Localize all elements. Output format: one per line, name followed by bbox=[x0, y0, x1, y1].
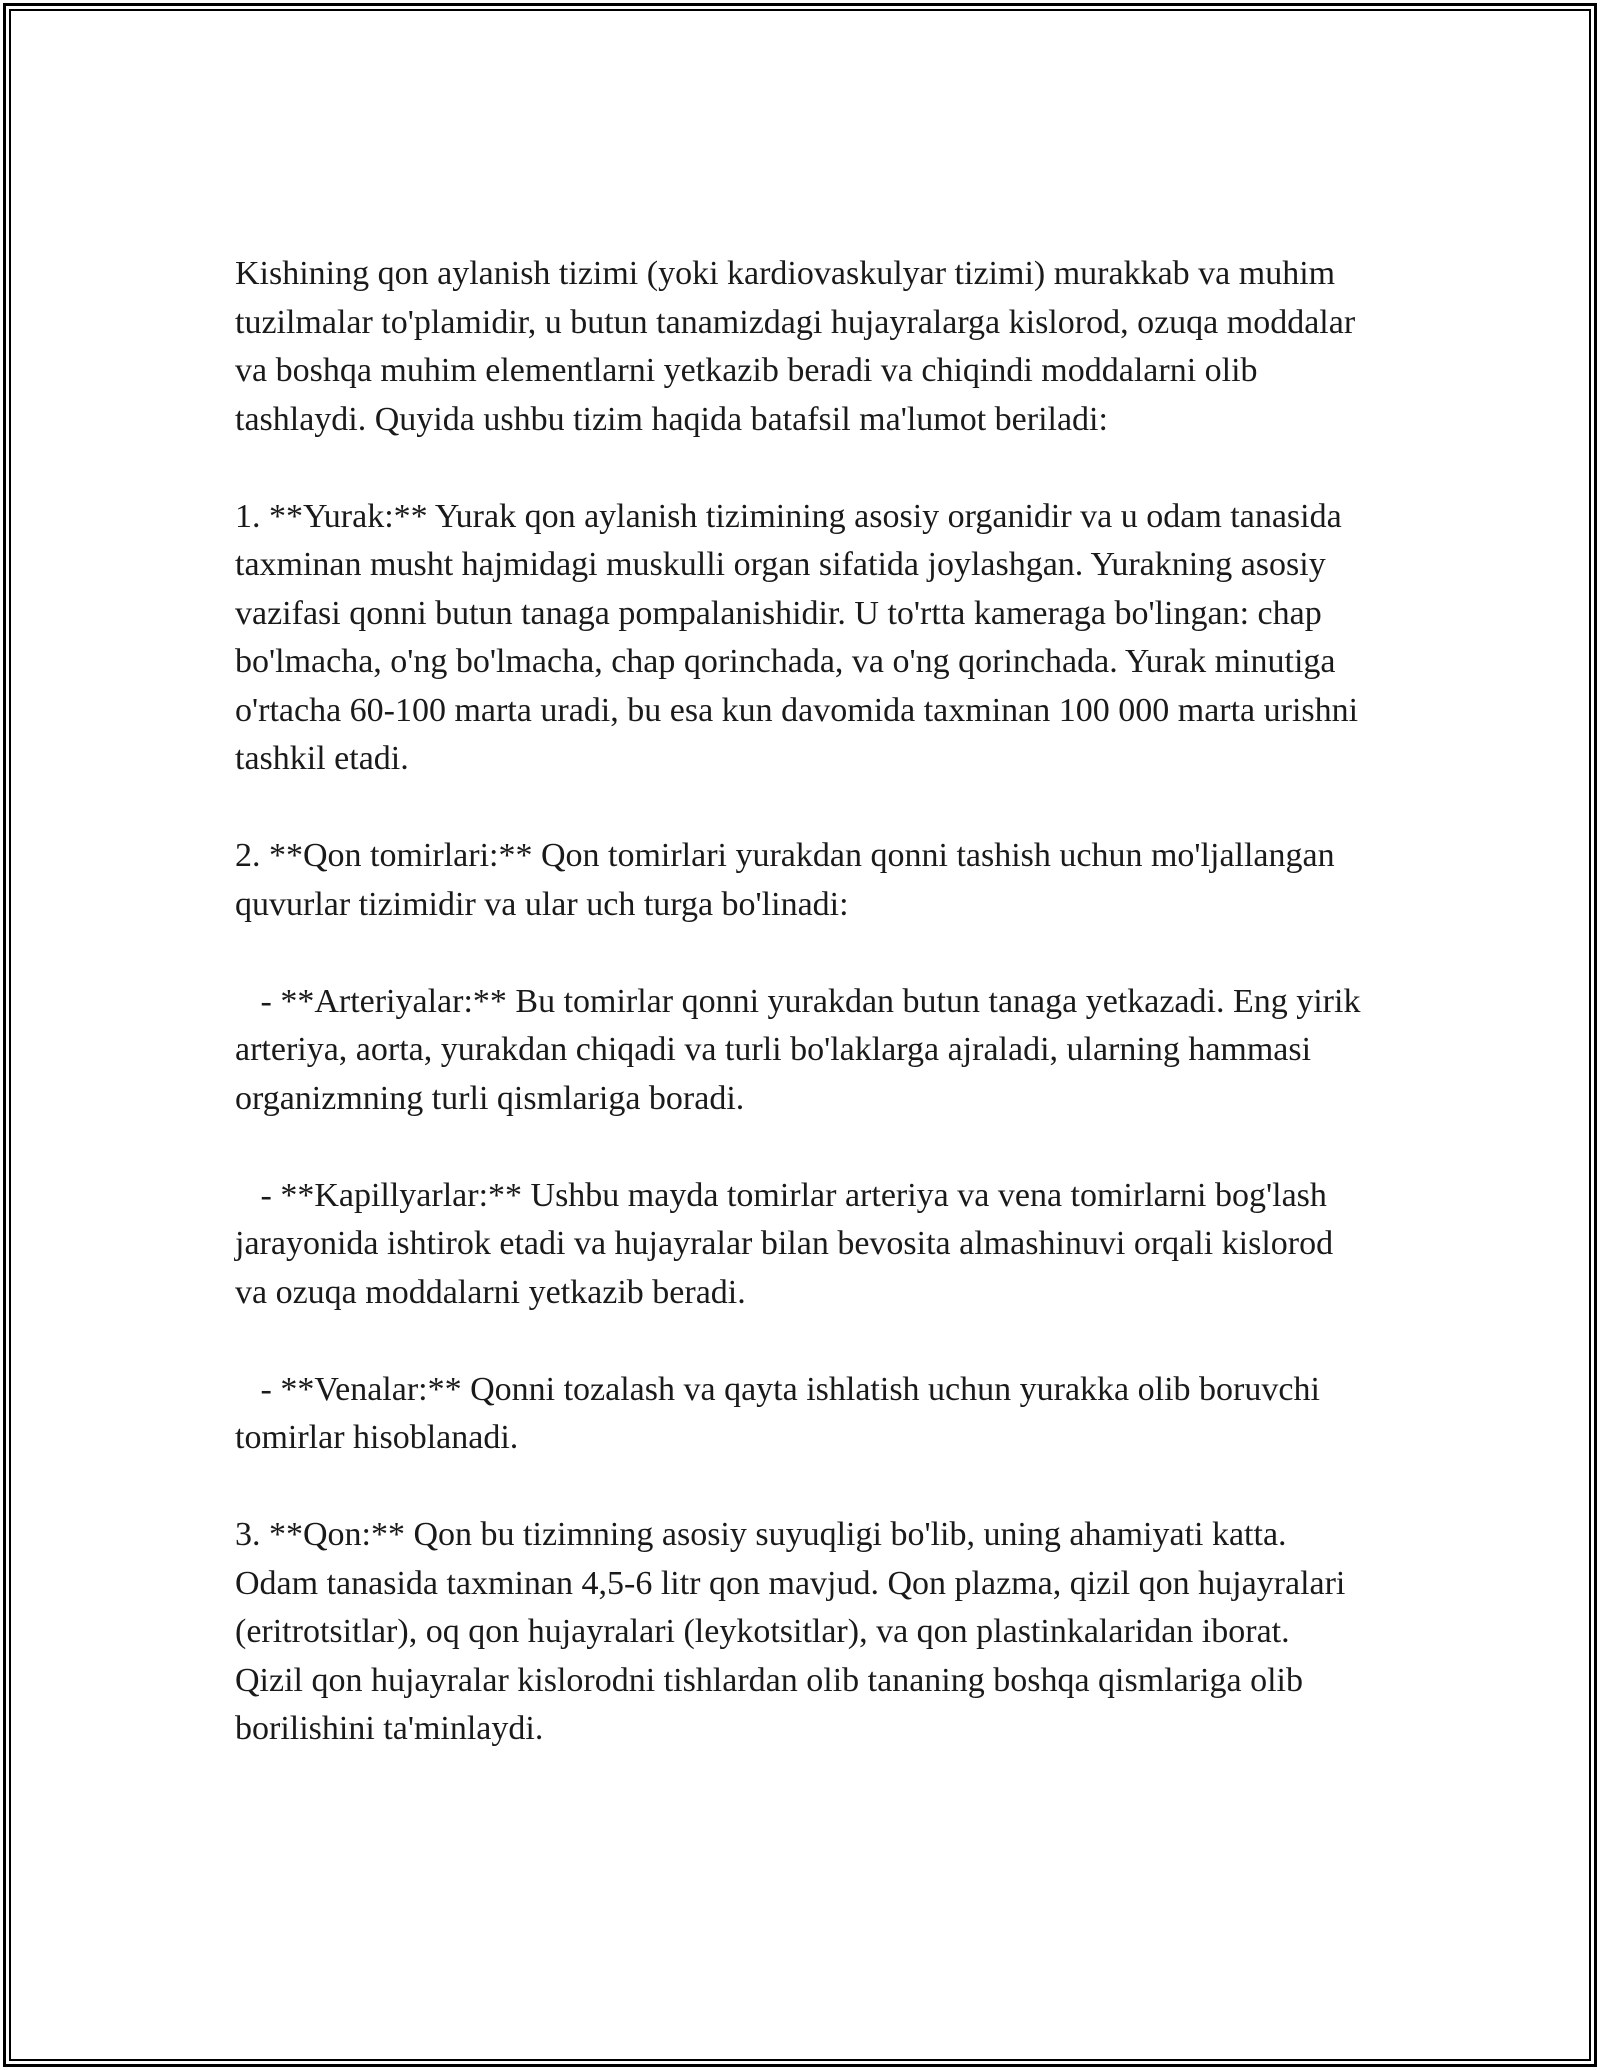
section-heart-paragraph: 1. **Yurak:** Yurak qon aylanish tizimining asosiy organidir va u odam tanasida taxminan musht hajmidagi muskulli organ sifatida joylashgan. Yurakning asosiy vazifasi qonni butun tanaga pompalanishidir. U to'rtta kameraga bo'lingan: chap bo'lmacha, o'ng bo'lmacha, chap qorinchada, va o'ng qorinchada. Yurak minutiga o'rtacha 60-100 marta uradi, bu esa kun davomida taxminan 100 000 marta urishni tashkil etadi. bbox=[235, 497, 1367, 777]
veins-list-item: - **Venalar:** Qonni tozalash va qayta ishlatish uchun yurakka olib boruvchi tomirlar hisoblanadi. bbox=[235, 1370, 1329, 1456]
section-blood-paragraph: 3. **Qon:** Qon bu tizimning asosiy suyuqligi bo'lib, uning ahamiyati katta. Odam tanasida taxminan 4,5-6 litr qon mavjud. Qon plazma, qizil qon hujayralari (eritrotsitlar), oq qon hujayralari (leykotsitlar), va qon plastinkalaridan iborat. Qizil qon hujayralar kislorodni tishlardan olib tananing boshqa qismlariga olib borilishini ta'minlaydi. bbox=[235, 1516, 1354, 1747]
section-blood-vessels-paragraph: 2. **Qon tomirlari:** Qon tomirlari yurakdan qonni tashish uchun mo'ljallangan quvurlar tizimidir va ular uch turga bo'linadi: bbox=[235, 837, 1344, 923]
intro-paragraph: Kishining qon aylanish tizimi (yoki kardiovaskulyar tizimi) murakkab va muhim tuzilmalar to'plamidir, u butun tanamizdagi hujayralarga kislorod, ozuqa moddalar va boshqa muhim elementlarni yetkazib beradi va chiqindi moddalarni olib tashlaydi. Quyida ushbu tizim haqida batafsil ma'lumot beriladi: bbox=[235, 255, 1364, 438]
capillaries-list-item: - **Kapillyarlar:** Ushbu mayda tomirlar arteriya va vena tomirlarni bog'lash jarayonida ishtirok etadi va hujayralar bilan bevosita almashinuvi orqali kislorod va ozuqa moddalarni yetkazib beradi. bbox=[235, 1176, 1342, 1311]
document-body bbox=[235, 250, 1369, 1754]
arteries-list-item: - **Arteriyalar:** Bu tomirlar qonni yurakdan butun tanaga yetkazadi. Eng yirik arteriya, aorta, yurakdan chiqadi va turli bo'laklarga ajraladi, ularning hammasi organizmning turli qismlariga boradi. bbox=[235, 982, 1369, 1117]
